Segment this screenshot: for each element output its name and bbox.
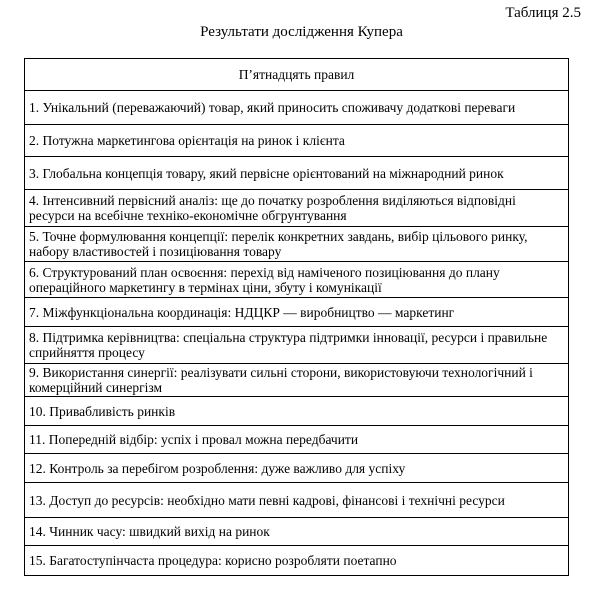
rule-12: 12. Контроль за перебігом розроблення: дуже важливо для успіху bbox=[25, 454, 569, 483]
table-row bbox=[25, 546, 569, 576]
rule-7: 7. Міжфункціональна координація: НДЦКР — виробництво — маркетинг bbox=[25, 298, 569, 327]
table-row bbox=[25, 91, 569, 125]
table-row bbox=[25, 483, 569, 518]
rule-10: 10. Привабливість ринків bbox=[25, 397, 569, 426]
table-header-row bbox=[25, 59, 569, 91]
table-row bbox=[25, 397, 569, 426]
table-row bbox=[25, 364, 569, 397]
table-row bbox=[25, 262, 569, 298]
rule-5: 5. Точне формулювання концепції: перелік конкретних завдань, вибір цільового ринку, набору властивостей і позиціювання товару bbox=[25, 227, 569, 262]
table-title: Результати дослідження Купера bbox=[200, 24, 403, 40]
rule-2: 2. Потужна маркетингова орієнтація на ринок і клієнта bbox=[25, 125, 569, 157]
rule-9: 9. Використання синергії: реалізувати сильні сторони, використовуючи технологічний і комерційний синергізм bbox=[25, 364, 569, 397]
table-header-cell: П’ятнадцять правил bbox=[25, 59, 569, 91]
table-row bbox=[25, 426, 569, 454]
rule-8: 8. Підтримка керівництва: спеціальна структура підтримки інновації, ресурси і правильне сприйняття процесу bbox=[25, 327, 569, 364]
rule-1: 1. Унікальний (переважаючий) товар, який приносить споживачу додаткові переваги bbox=[25, 91, 569, 125]
rule-11: 11. Попередній відбір: успіх і провал можна передбачити bbox=[25, 426, 569, 454]
table-row bbox=[25, 157, 569, 190]
rule-4: 4. Інтенсивний первісний аналіз: ще до початку розроблення виділяються відповідні ресурси на всебічне техніко-економічне обгрунтування bbox=[25, 190, 569, 227]
rules-table bbox=[24, 58, 569, 576]
rule-3: 3. Глобальна концепція товару, який первісне орієнтований на міжнародний ринок bbox=[25, 157, 569, 190]
rule-13: 13. Доступ до ресурсів: необхідно мати певні кадрові, фінансові і технічні ресурси bbox=[25, 483, 569, 518]
table-row bbox=[25, 327, 569, 364]
table-row bbox=[25, 454, 569, 483]
rule-14: 14. Чинник часу: швидкий вихід на ринок bbox=[25, 518, 569, 546]
table-row bbox=[25, 190, 569, 227]
table-row bbox=[25, 518, 569, 546]
table-number: Таблиця 2.5 bbox=[505, 5, 581, 21]
table-row bbox=[25, 227, 569, 262]
table-row bbox=[25, 125, 569, 157]
rule-15: 15. Багатоступінчаста процедура: корисно розробляти поетапно bbox=[25, 546, 569, 576]
table-row bbox=[25, 298, 569, 327]
rule-6: 6. Структурований план освоєння: перехід від наміченого позиціювання до плану операційного маркетингу в термінах ціни, збуту і комунікації bbox=[25, 262, 569, 298]
